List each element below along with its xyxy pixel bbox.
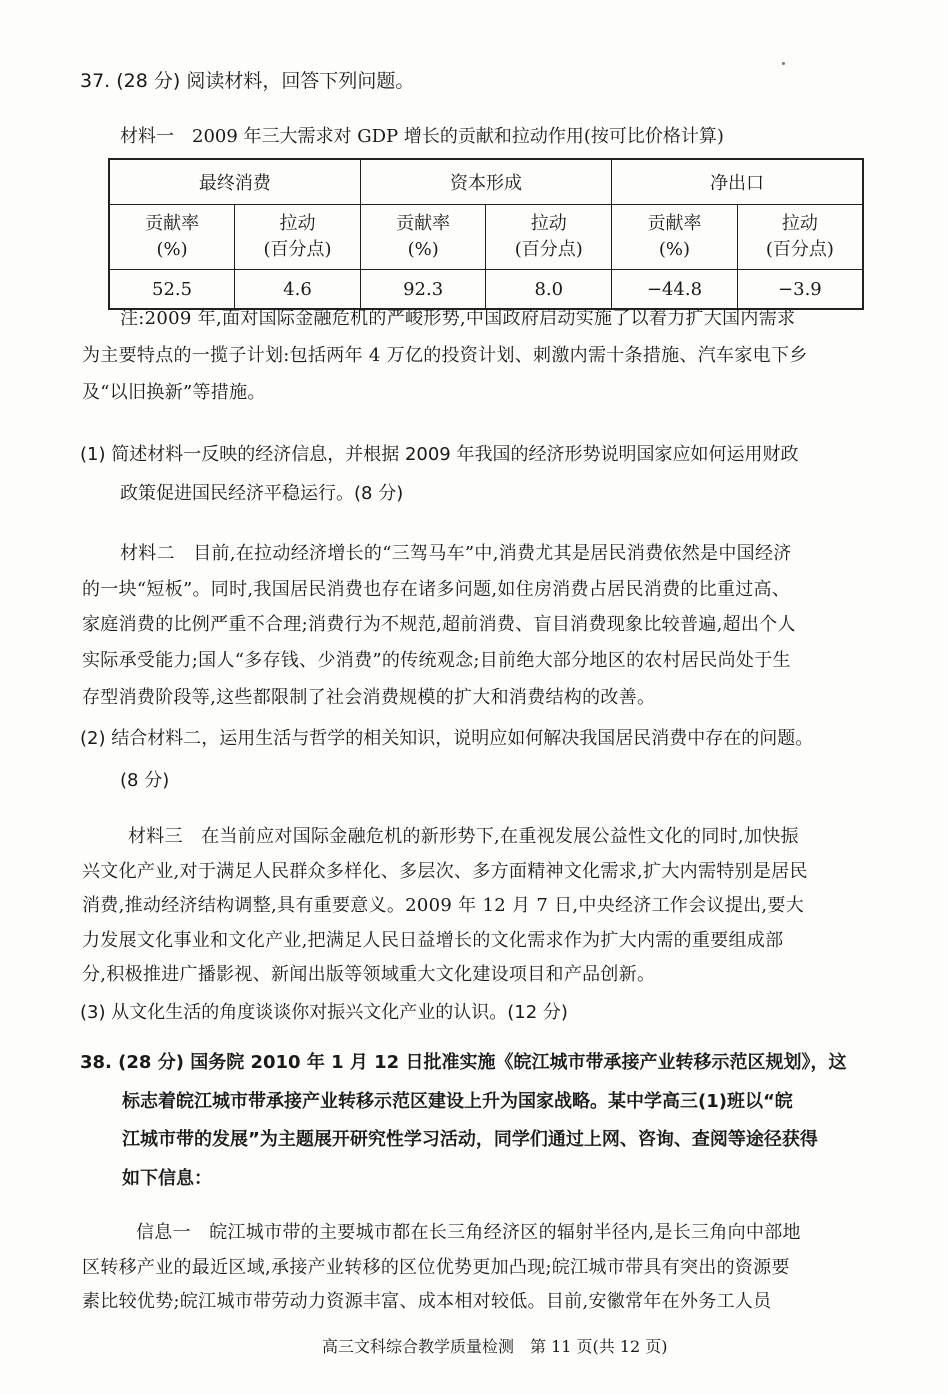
q38-line: 如下信息：: [122, 1168, 212, 1189]
q38-line: 38. (28 分) 国务院 2010 年 1 月 12 日批准实施《皖江城市带承接产业转移示范区规划》，这: [80, 1052, 847, 1073]
material3-line: 分,积极推进广播影视、新闻出版等领域重大文化建设项目和产品创新。: [82, 964, 656, 985]
subheader-rate-label: 贡献率: [145, 213, 200, 234]
material2-line: 的一块“短板”。同时,我国居民消费也存在诸多问题,如住房消费占居民消费的比重过高、: [82, 579, 791, 600]
material2-line: 实际承受能力;国人“多存钱、少消费”的传统观念;目前绝大部分地区的农村居民尚处于生: [82, 650, 791, 671]
table-cell-value: 4.6: [235, 270, 361, 310]
table-header-capital: 资本形成: [360, 159, 611, 205]
subheader-pull-label: 拉动: [279, 213, 316, 234]
scan-speck: [782, 62, 785, 65]
material1-title: 材料一 2009 年三大需求对 GDP 增长的贡献和拉动作用(按可比价格计算): [120, 126, 724, 147]
table-subheader-pull: [235, 205, 361, 270]
info1-line: 素比较优势;皖江城市带劳动力资源丰富、成本相对较低。目前,安徽常年在外务工人员: [82, 1291, 772, 1312]
table-subheader-pull: [486, 205, 612, 270]
material2-line: 家庭消费的比例严重不合理;消费行为不规范,超前消费、盲目消费现象比较普遍,超出个人: [82, 614, 796, 635]
q37-sub1-cont: 政策促进国民经济平稳运行。(8 分): [120, 483, 404, 504]
table-cell-value: −3.9: [737, 270, 863, 310]
table-cell-value: 92.3: [360, 270, 486, 310]
note-line: 为主要特点的一揽子计划:包括两年 4 万亿的投资计划、刺激内需十条措施、汽车家电下乡: [82, 345, 808, 366]
material3-line: 材料三 在当前应对国际金融危机的新形势下,在重视发展公益性文化的同时,加快振: [128, 826, 799, 847]
material3-line: 兴文化产业,对于满足人民群众多样化、多层次、多方面精神文化需求,扩大内需特别是居民: [82, 861, 808, 882]
q38-line: 江城市带的发展”为主题展开研究性学习活动，同学们通过上网、咨询、查阅等途径获得: [122, 1129, 818, 1150]
table-cell-value: 52.5: [109, 270, 235, 310]
note-line: 及“以旧换新”等措施。: [82, 382, 266, 403]
q37-sub1: (1) 简述材料一反映的经济信息，并根据 2009 年我国的经济形势说明国家应如何运用财政: [80, 444, 799, 465]
subheader-rate-unit: (%): [156, 239, 188, 260]
q37-sub2: (2) 结合材料二，运用生活与哲学的相关知识，说明应如何解决我国居民消费中存在的问题。: [80, 728, 814, 749]
table-subheader-rate: [612, 205, 738, 270]
q37-sub3: (3) 从文化生活的角度谈谈你对振兴文化产业的认识。(12 分): [80, 1002, 568, 1023]
table-header-net-export: 净出口: [612, 159, 863, 205]
subheader-rate-unit: (%): [407, 239, 439, 260]
subheader-pull-unit: (百分点): [765, 239, 834, 260]
table-cell-value: 8.0: [486, 270, 612, 310]
subheader-rate-label: 贡献率: [396, 213, 451, 234]
material3-line: 力发展文化事业和文化产业,把满足人民日益增长的文化需求作为扩大内需的重要组成部: [82, 930, 784, 951]
subheader-rate-label: 贡献率: [647, 213, 702, 234]
page-footer: 高三文科综合教学质量检测 第 11 页(共 12 页): [322, 1337, 668, 1356]
table-subheader-pull: [737, 205, 863, 270]
material3-line: 消费,推动经济结构调整,具有重要意义。2009 年 12 月 7 日,中央经济工作会议提出,要大: [82, 895, 805, 916]
subheader-rate-unit: (%): [658, 239, 691, 260]
material2-line: 材料二 目前,在拉动经济增长的“三驾马车”中,消费尤其是居民消费依然是中国经济: [120, 543, 792, 564]
table-cell-value: −44.8: [612, 270, 738, 310]
table-subheader-rate: [109, 205, 235, 270]
table-header-consumption: 最终消费: [109, 159, 360, 205]
q37-title: 37. (28 分) 阅读材料，回答下列问题。: [80, 70, 415, 92]
subheader-pull-label: 拉动: [781, 213, 818, 234]
subheader-pull-label: 拉动: [530, 213, 567, 234]
note-line: 注:2009 年,面对国际金融危机的严峻形势,中国政府启动实施了以着力扩大国内需求: [120, 308, 796, 329]
q37-sub2-cont: (8 分): [120, 770, 170, 791]
info1-line: 区转移产业的最近区域,承接产业转移的区位优势更加凸现;皖江城市带具有突出的资源要: [82, 1257, 790, 1278]
material2-line: 存型消费阶段等,这些都限制了社会消费规模的扩大和消费结构的改善。: [82, 687, 656, 708]
info1-line: 信息一 皖江城市带的主要城市都在长三角经济区的辐射半径内,是长三角向中部地: [136, 1222, 801, 1243]
q38-line: 标志着皖江城市带承接产业转移示范区建设上升为国家战略。某中学高三(1)班以“皖: [122, 1091, 793, 1112]
subheader-pull-unit: (百分点): [514, 239, 583, 260]
subheader-pull-unit: (百分点): [263, 239, 332, 260]
table-subheader-rate: [360, 205, 486, 270]
gdp-contribution-table: [108, 158, 864, 310]
